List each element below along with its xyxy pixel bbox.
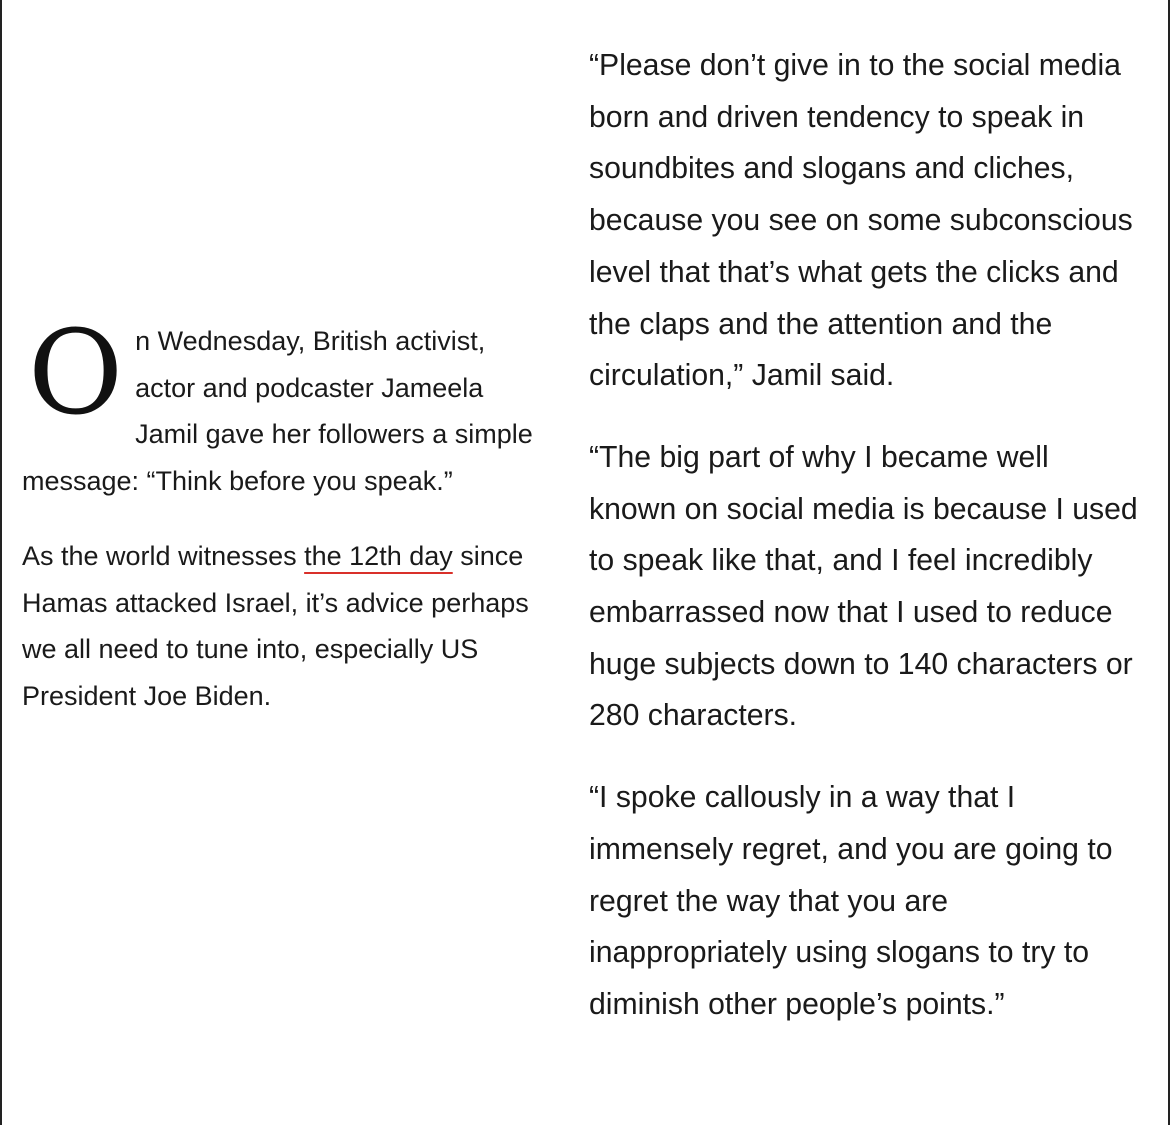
quote-line: immensely regret, and you are going to: [589, 832, 1113, 866]
context-paragraph: [22, 533, 542, 720]
quote-line: level that that’s what gets the clicks and: [589, 255, 1119, 289]
quote-line: to speak like that, and I feel incredibly: [589, 544, 1093, 578]
inline-article-link[interactable]: the 12th day: [304, 540, 453, 571]
quote-line: known on social media is because I used: [589, 492, 1138, 526]
quote-line: born and driven tendency to speak in: [589, 100, 1085, 134]
intro-paragraph: [22, 306, 542, 505]
drop-cap: O: [28, 306, 124, 441]
context-text-after: since Hamas attacked Israel, it’s advice perhaps we all need to tune into, especially US President Joe Biden.: [22, 540, 529, 711]
article-right-column: [589, 40, 1170, 1061]
article-left-column: [22, 306, 542, 720]
quote-line: “I spoke callously in a way that I: [589, 781, 1016, 815]
quote-line: “Please don’t give in to the social media: [589, 49, 1121, 82]
quote-line: the claps and the attention and the: [589, 307, 1053, 341]
quote-line: 280 characters.: [589, 699, 798, 733]
quote-line: “The big part of why I became well: [589, 440, 1049, 474]
quote-line: embarrassed now that I used to reduce: [589, 596, 1113, 630]
quote-line: diminish other people’s points.”: [589, 987, 1005, 1021]
quote-line: regret the way that you are: [589, 884, 949, 918]
quote-line: circulation,” Jamil said.: [589, 359, 895, 393]
context-text-before: As the world witnesses: [22, 540, 305, 571]
quote-line: huge subjects down to 140 characters or: [589, 647, 1133, 681]
intro-text: n Wednesday, British activist, actor and podcaster Jameela Jamil gave her followers a simple message: “Think before you speak.”: [22, 326, 533, 497]
quote-line: inappropriately using slogans to try to: [589, 936, 1090, 970]
quote-line: because you see on some subconscious: [589, 204, 1133, 238]
quote-line: soundbites and slogans and cliches,: [589, 152, 1075, 186]
quote-paragraph: [589, 432, 1170, 742]
quote-paragraph: [589, 40, 1170, 402]
quote-paragraph: [589, 772, 1170, 1031]
